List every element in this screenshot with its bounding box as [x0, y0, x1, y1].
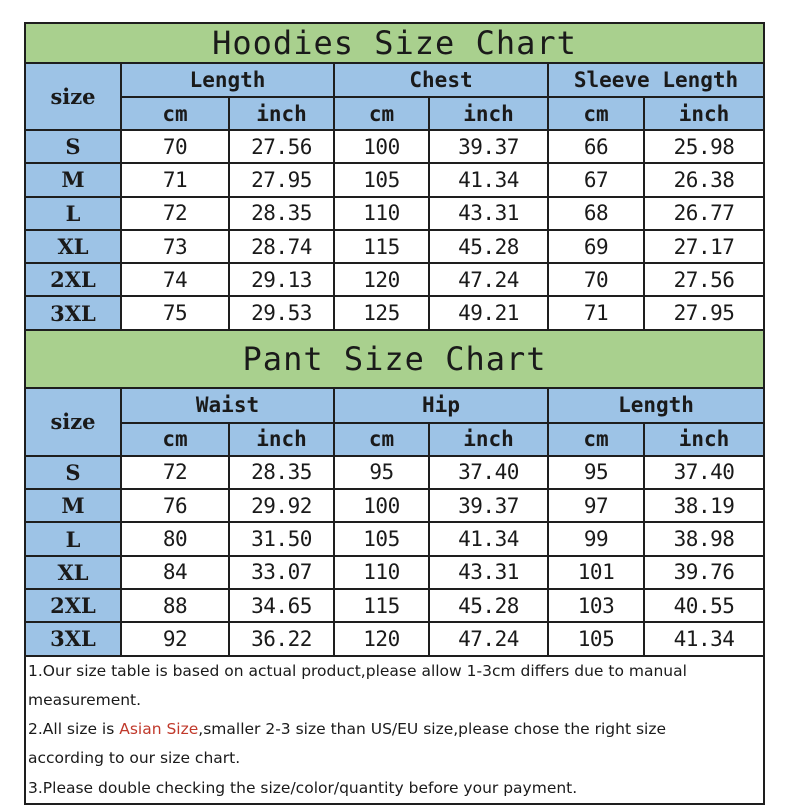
size-chart-table [24, 22, 765, 805]
pant-row-m [25, 489, 764, 522]
length-inch: 41.34 [644, 622, 764, 655]
hoodies-group-length: Length [121, 63, 334, 97]
pant-unit-header: cm [334, 423, 429, 456]
hip-inch: 43.31 [429, 556, 548, 589]
hip-inch: 39.37 [429, 489, 548, 522]
chest-inch: 39.37 [429, 130, 548, 163]
sleeve-cm: 71 [548, 296, 644, 329]
hoodies-group-sleeve-length: Sleeve Length [548, 63, 764, 97]
hoodies-group-chest: Chest [334, 63, 548, 97]
hip-cm: 115 [334, 589, 429, 622]
hip-cm: 120 [334, 622, 429, 655]
length-inch: 28.74 [229, 230, 334, 263]
size-label: L [25, 197, 121, 230]
chest-cm: 100 [334, 130, 429, 163]
hoodies-row-s [25, 130, 764, 163]
waist-cm: 88 [121, 589, 229, 622]
sleeve-inch: 27.95 [644, 296, 764, 329]
waist-inch: 29.92 [229, 489, 334, 522]
sleeve-inch: 26.77 [644, 197, 764, 230]
sleeve-cm: 67 [548, 163, 644, 196]
size-label: L [25, 522, 121, 555]
hoodies-row-l [25, 197, 764, 230]
hoodies-row-2xl [25, 263, 764, 296]
length-inch: 27.56 [229, 130, 334, 163]
pant-row-3xl [25, 622, 764, 655]
pant-unit-header: cm [548, 423, 644, 456]
length-cm: 101 [548, 556, 644, 589]
length-inch: 27.95 [229, 163, 334, 196]
hoodies-unit-header: inch [644, 97, 764, 130]
waist-inch: 34.65 [229, 589, 334, 622]
length-cm: 103 [548, 589, 644, 622]
pant-row-xl [25, 556, 764, 589]
pant-group-length: Length [548, 388, 764, 423]
size-chart-container [24, 22, 763, 805]
pant-unit-header: inch [644, 423, 764, 456]
length-cm: 70 [121, 130, 229, 163]
size-notes [25, 656, 764, 804]
hoodies-chart-title: Hoodies Size Chart [25, 23, 764, 63]
length-inch: 38.19 [644, 489, 764, 522]
waist-inch: 28.35 [229, 456, 334, 489]
sleeve-inch: 26.38 [644, 163, 764, 196]
waist-cm: 84 [121, 556, 229, 589]
hoodies-row-m [25, 163, 764, 196]
length-inch: 28.35 [229, 197, 334, 230]
hoodies-row-3xl [25, 296, 764, 329]
pant-unit-header: inch [429, 423, 548, 456]
hip-cm: 105 [334, 522, 429, 555]
length-cm: 74 [121, 263, 229, 296]
size-label: 2XL [25, 589, 121, 622]
pant-row-l [25, 522, 764, 555]
waist-inch: 33.07 [229, 556, 334, 589]
waist-cm: 76 [121, 489, 229, 522]
pant-row-2xl [25, 589, 764, 622]
chest-cm: 120 [334, 263, 429, 296]
sleeve-cm: 68 [548, 197, 644, 230]
sleeve-cm: 70 [548, 263, 644, 296]
hoodies-row-xl [25, 230, 764, 263]
length-cm: 71 [121, 163, 229, 196]
size-label: 3XL [25, 622, 121, 655]
length-cm: 72 [121, 197, 229, 230]
hoodies-unit-header: inch [429, 97, 548, 130]
length-inch: 39.76 [644, 556, 764, 589]
length-inch: 29.13 [229, 263, 334, 296]
pant-size-header: size [25, 388, 121, 456]
hoodies-unit-header: cm [334, 97, 429, 130]
waist-cm: 72 [121, 456, 229, 489]
chest-cm: 110 [334, 197, 429, 230]
sleeve-inch: 27.17 [644, 230, 764, 263]
hip-inch: 45.28 [429, 589, 548, 622]
chest-cm: 105 [334, 163, 429, 196]
waist-cm: 92 [121, 622, 229, 655]
size-label: S [25, 130, 121, 163]
hip-cm: 110 [334, 556, 429, 589]
size-label: 2XL [25, 263, 121, 296]
waist-inch: 36.22 [229, 622, 334, 655]
hip-cm: 100 [334, 489, 429, 522]
chest-inch: 47.24 [429, 263, 548, 296]
length-cm: 97 [548, 489, 644, 522]
length-cm: 95 [548, 456, 644, 489]
chest-cm: 125 [334, 296, 429, 329]
length-inch: 40.55 [644, 589, 764, 622]
chest-inch: 41.34 [429, 163, 548, 196]
size-label: M [25, 489, 121, 522]
note-3: 3.Please double checking the size/color/quantity before your payment. [28, 778, 578, 797]
size-label: XL [25, 556, 121, 589]
size-label: 3XL [25, 296, 121, 329]
size-label: S [25, 456, 121, 489]
hip-inch: 47.24 [429, 622, 548, 655]
pant-group-hip: Hip [334, 388, 548, 423]
note-2-prefix: 2.All size is [28, 720, 120, 739]
sleeve-cm: 69 [548, 230, 644, 263]
waist-inch: 31.50 [229, 522, 334, 555]
pant-group-waist: Waist [121, 388, 334, 423]
hoodies-size-header: size [25, 63, 121, 130]
hip-inch: 37.40 [429, 456, 548, 489]
sleeve-cm: 66 [548, 130, 644, 163]
chest-inch: 45.28 [429, 230, 548, 263]
note-2-continued: according to our size chart. [28, 749, 241, 768]
length-cm: 99 [548, 522, 644, 555]
chest-cm: 115 [334, 230, 429, 263]
chest-inch: 49.21 [429, 296, 548, 329]
waist-cm: 80 [121, 522, 229, 555]
note-2 [28, 715, 763, 744]
length-cm: 73 [121, 230, 229, 263]
chest-inch: 43.31 [429, 197, 548, 230]
length-inch: 29.53 [229, 296, 334, 329]
length-inch: 37.40 [644, 456, 764, 489]
hip-inch: 41.34 [429, 522, 548, 555]
note-2-suffix: ,smaller 2-3 size than US/EU size,please chose the right size [198, 720, 667, 739]
pant-unit-header: cm [121, 423, 229, 456]
asian-size-highlight: Asian Size [119, 720, 199, 739]
size-label: M [25, 163, 121, 196]
sleeve-inch: 27.56 [644, 263, 764, 296]
length-inch: 38.98 [644, 522, 764, 555]
hip-cm: 95 [334, 456, 429, 489]
length-cm: 75 [121, 296, 229, 329]
note-1-continued: measurement. [28, 690, 142, 709]
hoodies-unit-header: inch [229, 97, 334, 130]
length-cm: 105 [548, 622, 644, 655]
note-1: 1.Our size table is based on actual product,please allow 1-3cm differs due to manual [28, 661, 687, 680]
pant-row-s [25, 456, 764, 489]
size-label: XL [25, 230, 121, 263]
sleeve-inch: 25.98 [644, 130, 764, 163]
pant-unit-header: inch [229, 423, 334, 456]
hoodies-unit-header: cm [121, 97, 229, 130]
pant-chart-title: Pant Size Chart [25, 330, 764, 388]
hoodies-unit-header: cm [548, 97, 644, 130]
